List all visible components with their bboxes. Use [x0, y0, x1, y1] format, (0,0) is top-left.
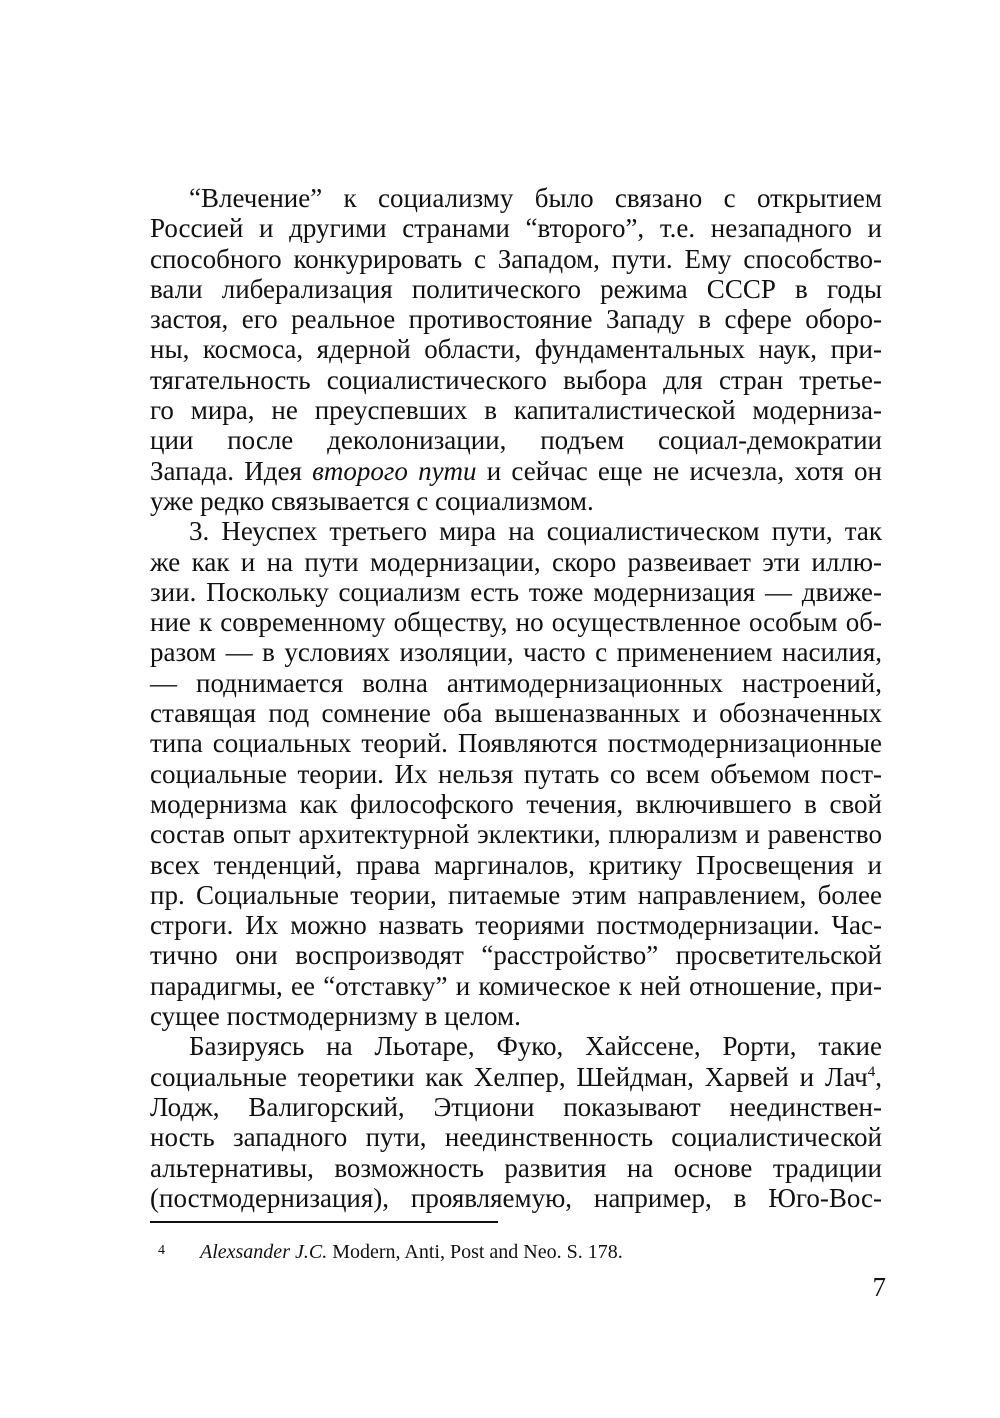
text-line: социальные теории. Их нельзя путать со всем объемом пост- — [150, 758, 882, 789]
footnote-author: Alexsander J.C. — [200, 1241, 328, 1263]
text-line: Базируясь на Льотаре, Фуко, Хайссене, Рорти, такие — [189, 1031, 882, 1062]
footnote — [150, 1238, 882, 1265]
footnote-ref: 4 — [867, 1063, 876, 1080]
text-line: ции после деколонизации, подъем социал-демократии — [150, 425, 882, 456]
footnote-separator — [150, 1221, 498, 1223]
footnote-number: 4 — [158, 1243, 165, 1258]
text-line: модернизма как философского течения, включившего в свой — [150, 788, 882, 819]
text-fragment: и сейчас еще не исчезла, хотя он — [476, 455, 882, 486]
text-line: Россией и другими странами “второго”, т.е. незападного и — [150, 213, 882, 244]
text-line — [150, 456, 882, 486]
text-line: (постмодернизация), проявляемую, например, в Юго-Вос- — [150, 1182, 882, 1213]
text-line: разом — в условиях изоляции, часто с применением насилия, — [150, 637, 882, 668]
text-line — [150, 1062, 882, 1092]
text-line: ние к современному обществу, но осуществленное особым об- — [150, 607, 882, 638]
text-line: парадигмы, ее “отставку” и комическое к ней отношение, при- — [150, 970, 882, 1001]
text-fragment: социальные теоретики как Хелпер, Шейдман, Харвей и Лач — [150, 1061, 868, 1092]
text-line: строги. Их можно назвать теориями постмодернизации. Час- — [150, 910, 882, 941]
text-line: го мира, не преуспевших в капиталистической модерниза- — [150, 395, 882, 426]
text-line: всех тенденций, права маргиналов, критику Просвещения и — [150, 849, 882, 880]
text-line: вали либерализация политического режима СССР в годы — [150, 273, 882, 304]
text-fragment: Запада. Идея — [150, 455, 313, 486]
text-line: “Влечение” к социализму было связано с открытием — [189, 183, 882, 213]
text-line: ны, космоса, ядерной области, фундаментальных наук, при- — [150, 334, 882, 365]
text-line: — поднимается волна антимодернизационных настроений, — [150, 667, 882, 698]
text-line: уже редко связывается с социализмом. — [150, 485, 594, 516]
text-line: 3. Неуспех третьего мира на социалистическом пути, так — [189, 516, 882, 547]
text-line: Лодж, Валигорский, Этциони показывают неединствен- — [150, 1091, 882, 1122]
text-line: пр. Социальные теории, питаемые этим направлением, более — [150, 879, 882, 910]
text-line: зии. Поскольку социализм есть тоже модернизация — движе- — [150, 576, 882, 607]
text-line: же как и на пути модернизации, скоро развеивает эти иллю- — [150, 546, 882, 577]
text-line: альтернативы, возможность развития на основе традиции — [150, 1152, 882, 1183]
text-line: застоя, его реальное противостояние Западу в сфере оборо- — [150, 304, 882, 335]
text-line: тично они воспроизводят “расстройство” просветительской — [150, 940, 882, 971]
text-line: ность западного пути, неединственность социалистической — [150, 1122, 882, 1153]
text-line: состав опыт архитектурной эклектики, плюрализм и равенство — [150, 819, 882, 850]
main-text — [150, 183, 882, 1213]
page-number: 7 — [872, 1272, 886, 1302]
text-line: сущее постмодернизму в целом. — [150, 1001, 521, 1032]
italic-term: второго пути — [312, 455, 477, 486]
text-fragment: , — [875, 1061, 882, 1092]
text-line: типа социальных теорий. Появляются постмодернизационные — [150, 728, 882, 759]
text-line: тягательность социалистического выбора для стран третье- — [150, 364, 882, 395]
text-line: ставящая под сомнение оба вышеназванных и обозначенных — [150, 698, 882, 729]
text-line: способного конкурировать с Западом, пути. Ему способство- — [150, 243, 882, 274]
footnote-text: Modern, Anti, Post and Neo. S. 178. — [327, 1241, 623, 1263]
